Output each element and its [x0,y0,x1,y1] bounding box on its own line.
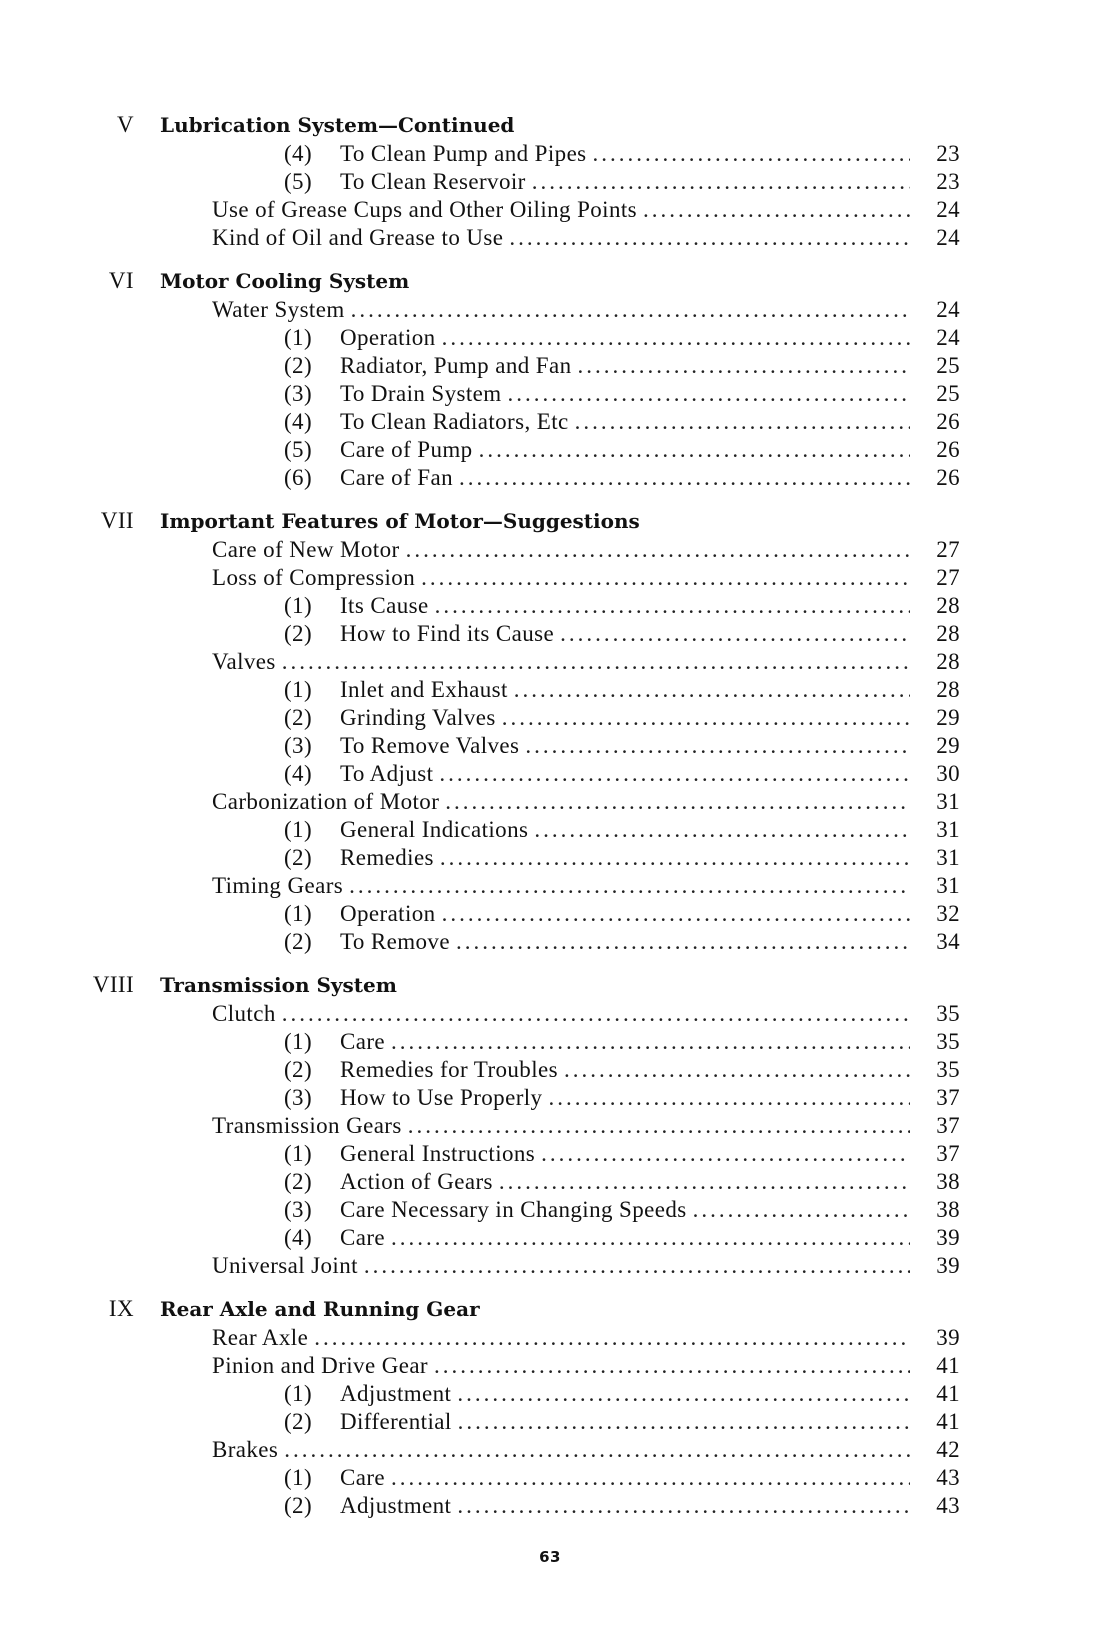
dot-leader [282,648,910,676]
dot-leader [508,380,910,408]
entry-page-number: 35 [936,1057,960,1082]
dot-leader [391,1224,910,1252]
toc-entry [0,296,1100,324]
toc-entry [0,1252,1100,1280]
dot-leader [456,928,910,956]
entry-label: Loss of Compression [212,564,421,592]
toc-section [0,1294,1100,1520]
toc-entry [0,1084,1100,1112]
entry-number: (2) [284,1409,313,1434]
toc-entry [0,900,1100,928]
entry-label: Remedies [340,844,440,872]
dot-leader [391,1464,910,1492]
dot-leader [364,1252,910,1280]
entry-number: (1) [284,677,313,702]
dot-leader [457,1380,910,1408]
dot-leader [459,464,910,492]
toc-entry [0,1436,1100,1464]
section-gap [0,956,1100,970]
entry-page-number: 24 [936,197,960,222]
dot-leader [391,1028,910,1056]
section-numeral: IX [108,1296,134,1321]
dot-leader [499,1168,910,1196]
entry-label: To Remove [340,928,456,956]
entry-page-number: 24 [936,225,960,250]
entry-page-number: 37 [936,1141,960,1166]
section-heading [0,1294,1100,1324]
entry-page-number: 29 [936,705,960,730]
dot-leader [514,676,910,704]
toc-entry [0,352,1100,380]
dot-leader [349,872,910,900]
dot-leader [693,1196,910,1224]
entry-page-number: 32 [936,901,960,926]
section-heading [0,266,1100,296]
section-title: Important Features of Motor—Suggestions [160,509,640,533]
entry-page-number: 27 [936,565,960,590]
entry-label: Brakes [212,1436,284,1464]
entry-page-number: 41 [936,1409,960,1434]
section-heading [0,506,1100,536]
dot-leader [534,816,910,844]
entry-number: (6) [284,465,313,490]
entry-page-number: 27 [936,537,960,562]
entry-label: Care of New Motor [212,536,406,564]
entry-number: (4) [284,141,313,166]
dot-leader [440,844,910,872]
toc-section [0,970,1100,1280]
entry-number: (5) [284,437,313,462]
entry-number: (2) [284,1169,313,1194]
entry-label: Care of Fan [340,464,459,492]
entry-label: Care [340,1224,391,1252]
toc-entry [0,1056,1100,1084]
section-numeral: VII [100,508,134,533]
entry-label: Remedies for Troubles [340,1056,564,1084]
entry-label: Operation [340,900,442,928]
entry-label: To Drain System [340,380,508,408]
entry-label: Transmission Gears [212,1112,408,1140]
entry-label: Differential [340,1408,458,1436]
entry-label: Water System [212,296,351,324]
dot-leader [541,1140,910,1168]
entry-page-number: 26 [936,409,960,434]
entry-page-number: 28 [936,621,960,646]
toc-entry [0,676,1100,704]
entry-label: Adjustment [340,1380,457,1408]
entry-label: Clutch [212,1000,282,1028]
entry-label: Pinion and Drive Gear [212,1352,434,1380]
entry-label: Care Necessary in Changing Speeds [340,1196,693,1224]
entry-label: Radiator, Pump and Fan [340,352,577,380]
dot-leader [593,140,910,168]
entry-number: (2) [284,353,313,378]
toc-entry [0,380,1100,408]
entry-page-number: 24 [936,325,960,350]
table-of-contents [0,110,1100,1520]
dot-leader [282,1000,910,1028]
section-gap [0,492,1100,506]
entry-page-number: 31 [936,845,960,870]
entry-number: (1) [284,817,313,842]
dot-leader [509,224,910,252]
section-title: Motor Cooling System [160,269,410,293]
entry-label: Care [340,1464,391,1492]
entry-number: (2) [284,621,313,646]
toc-entry [0,408,1100,436]
toc-entry [0,140,1100,168]
toc-section [0,110,1100,252]
dot-leader [577,352,910,380]
entry-label: To Clean Radiators, Etc [340,408,575,436]
section-numeral: V [116,112,134,137]
dot-leader [502,704,910,732]
dot-leader [560,620,910,648]
entry-number: (4) [284,409,313,434]
entry-label: To Remove Valves [340,732,525,760]
entry-page-number: 41 [936,1381,960,1406]
dot-leader [457,1492,910,1520]
toc-entry [0,1140,1100,1168]
entry-page-number: 28 [936,677,960,702]
entry-page-number: 34 [936,929,960,954]
toc-entry [0,1352,1100,1380]
entry-number: (2) [284,1057,313,1082]
section-title: Rear Axle and Running Gear [160,1297,480,1321]
entry-page-number: 28 [936,649,960,674]
entry-label: Care [340,1028,391,1056]
dot-leader [442,324,910,352]
toc-entry [0,196,1100,224]
page-number: 63 [539,1548,561,1566]
entry-page-number: 42 [936,1437,960,1462]
entry-label: Timing Gears [212,872,349,900]
entry-label: General Instructions [340,1140,541,1168]
entry-page-number: 43 [936,1493,960,1518]
toc-entry [0,324,1100,352]
section-numeral: VIII [92,972,134,997]
toc-entry [0,1196,1100,1224]
entry-label: Operation [340,324,442,352]
entry-page-number: 26 [936,437,960,462]
toc-entry [0,704,1100,732]
entry-number: (3) [284,381,313,406]
dot-leader [284,1436,910,1464]
entry-page-number: 28 [936,593,960,618]
section-heading [0,970,1100,1000]
entry-page-number: 31 [936,873,960,898]
entry-page-number: 30 [936,761,960,786]
entry-label: Kind of Oil and Grease to Use [212,224,509,252]
toc-entry [0,872,1100,900]
dot-leader [643,196,910,224]
dot-leader [479,436,910,464]
entry-label: How to Use Properly [340,1084,548,1112]
entry-label: Inlet and Exhaust [340,676,514,704]
entry-page-number: 41 [936,1353,960,1378]
toc-entry [0,168,1100,196]
entry-page-number: 37 [936,1085,960,1110]
dot-leader [406,536,910,564]
dot-leader [435,592,910,620]
toc-entry [0,592,1100,620]
section-heading [0,110,1100,140]
entry-page-number: 35 [936,1001,960,1026]
entry-number: (1) [284,1381,313,1406]
section-title: Transmission System [160,973,397,997]
entry-number: (5) [284,169,313,194]
toc-entry [0,816,1100,844]
entry-label: How to Find its Cause [340,620,560,648]
toc-section [0,506,1100,956]
toc-entry [0,648,1100,676]
toc-entry [0,1492,1100,1520]
entry-page-number: 38 [936,1169,960,1194]
toc-entry [0,1324,1100,1352]
entry-number: (2) [284,845,313,870]
dot-leader [458,1408,910,1436]
entry-page-number: 43 [936,1465,960,1490]
entry-label: Grinding Valves [340,704,502,732]
dot-leader [408,1112,910,1140]
entry-label: To Adjust [340,760,439,788]
entry-label: Care of Pump [340,436,479,464]
entry-label: To Clean Reservoir [340,168,532,196]
toc-entry [0,464,1100,492]
entry-label: Action of Gears [340,1168,499,1196]
toc-entry [0,1028,1100,1056]
entry-label: Universal Joint [212,1252,364,1280]
dot-leader [532,168,910,196]
section-title: Lubrication System—Continued [160,113,515,137]
toc-entry [0,788,1100,816]
dot-leader [434,1352,910,1380]
entry-number: (2) [284,929,313,954]
entry-page-number: 39 [936,1225,960,1250]
toc-entry [0,1408,1100,1436]
toc-entry [0,760,1100,788]
dot-leader [575,408,910,436]
dot-leader [351,296,910,324]
entry-number: (3) [284,1197,313,1222]
entry-page-number: 39 [936,1253,960,1278]
entry-page-number: 24 [936,297,960,322]
toc-section [0,266,1100,492]
entry-number: (1) [284,1029,313,1054]
entry-number: (4) [284,761,313,786]
entry-number: (1) [284,1141,313,1166]
entry-number: (4) [284,1225,313,1250]
dot-leader [548,1084,910,1112]
entry-label: Valves [212,648,282,676]
entry-page-number: 23 [936,169,960,194]
toc-entry [0,536,1100,564]
entry-page-number: 31 [936,817,960,842]
toc-entry [0,436,1100,464]
dot-leader [445,788,910,816]
entry-number: (1) [284,593,313,618]
entry-number: (1) [284,901,313,926]
entry-label: Carbonization of Motor [212,788,445,816]
entry-page-number: 35 [936,1029,960,1054]
entry-number: (1) [284,1465,313,1490]
entry-label: Adjustment [340,1492,457,1520]
toc-entry [0,928,1100,956]
dot-leader [442,900,910,928]
toc-entry [0,564,1100,592]
entry-page-number: 26 [936,465,960,490]
entry-page-number: 25 [936,381,960,406]
entry-page-number: 39 [936,1325,960,1350]
toc-entry [0,1380,1100,1408]
entry-page-number: 31 [936,789,960,814]
entry-label: Its Cause [340,592,435,620]
dot-leader [421,564,910,592]
toc-entry [0,844,1100,872]
toc-entry [0,732,1100,760]
section-numeral: VI [108,268,134,293]
entry-number: (1) [284,325,313,350]
entry-page-number: 37 [936,1113,960,1138]
entry-number: (3) [284,733,313,758]
entry-page-number: 38 [936,1197,960,1222]
entry-number: (2) [284,1493,313,1518]
dot-leader [564,1056,910,1084]
dot-leader [525,732,910,760]
entry-label: Rear Axle [212,1324,314,1352]
entry-page-number: 23 [936,141,960,166]
entry-label: To Clean Pump and Pipes [340,140,593,168]
section-gap [0,1280,1100,1294]
toc-entry [0,620,1100,648]
toc-entry [0,1000,1100,1028]
entry-page-number: 25 [936,353,960,378]
dot-leader [439,760,910,788]
toc-entry [0,1464,1100,1492]
entry-number: (3) [284,1085,313,1110]
section-gap [0,252,1100,266]
dot-leader [314,1324,910,1352]
toc-entry [0,1224,1100,1252]
toc-entry [0,224,1100,252]
toc-entry [0,1112,1100,1140]
entry-label: Use of Grease Cups and Other Oiling Points [212,196,643,224]
entry-page-number: 29 [936,733,960,758]
entry-number: (2) [284,705,313,730]
toc-entry [0,1168,1100,1196]
entry-label: General Indications [340,816,534,844]
